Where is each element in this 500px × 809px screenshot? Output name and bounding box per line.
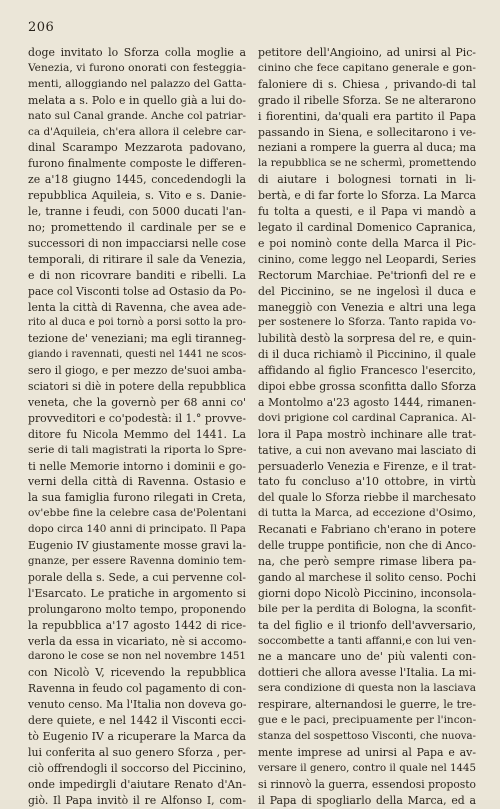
- text-line: tato fu concluso a'10 ottobre, in virtù: [258, 475, 476, 489]
- text-line: ov'ebbe fine la celebre casa de'Polentani: [28, 507, 246, 520]
- text-line: furono finalmente composte le differen-: [28, 157, 246, 171]
- text-line: gando al marchese il solito censo. Pochi: [258, 570, 476, 584]
- text-line: ta del figlio e il trionfo dell'avversario,: [258, 618, 476, 632]
- text-line: legato il cardinal Domenico Capranica,: [258, 220, 476, 234]
- text-line: di aiutare i bolognesi tornati in li-: [258, 173, 476, 187]
- text-line: versare il genero, contro il quale nel 1445: [258, 762, 476, 774]
- text-line: dinal Scarampo Mezzarota padovano,: [28, 141, 246, 155]
- text-line: lubilità destò la sorpresa del re, e quin-: [258, 332, 476, 346]
- text-line: verni della città di Ravenna. Ostasio e: [28, 475, 246, 489]
- text-line: il Papa di spogliarlo della Marca, ed a: [258, 793, 476, 807]
- text-line: del quale lo Sforza riebbe il marchesato: [258, 491, 476, 505]
- text-line: venuto censo. Ma l'Italia non doveva go-: [28, 698, 246, 712]
- text-line: temporali, di ritirare il sale da Venezia,: [28, 252, 246, 266]
- text-line: i fiorentini, da'quali era partito il Papa: [258, 109, 476, 123]
- text-line: porale della s. Sede, a cui pervenne col-: [28, 570, 246, 584]
- text-line: ciò offrendogli il soccorso del Piccinino,: [28, 761, 246, 775]
- text-line: successori di non impacciarsi nelle cose: [28, 236, 246, 250]
- text-line: ze a'18 giugno 1445, concedendogli la: [28, 173, 246, 187]
- text-line: nato sul Canal grande. Anche col patriar-: [28, 109, 246, 122]
- text-line: passando in Siena, e sollecitarono i ve-: [258, 125, 476, 139]
- text-column-right: [258, 45, 476, 809]
- text-line: gnanze, per essere Ravenna dominio tem-: [28, 556, 246, 567]
- text-line: Recanati e Fabriano ch'erano in potere: [258, 523, 476, 537]
- text-line: ti nelle Memorie intorno i dominii e go-: [28, 459, 246, 473]
- text-line: la repubblica a'17 agosto 1442 di rice-: [28, 618, 246, 632]
- text-line: dipoi ebbe grossa sconfitta dallo Sforza: [258, 380, 476, 394]
- text-line: menti, alloggiando nel palazzo del Gatta-: [28, 77, 246, 90]
- text-line: petitore dell'Angioino, ad unirsi al Pic-: [258, 46, 476, 59]
- text-line: dere quiete, e nel 1442 il Visconti ecci-: [28, 714, 246, 728]
- text-line: cinino che fece capitano generale e gon-: [258, 61, 476, 74]
- text-line: soccombette a tanti affanni,e con lui ven-: [258, 634, 476, 647]
- text-line: di il duca richiamò il Piccinino, il quale: [258, 348, 476, 362]
- text-line: ca d'Aquileia, ch'era allora il celebre car-: [28, 125, 246, 138]
- text-line: stanza del sospettoso Visconti, che nuova-: [258, 730, 476, 742]
- text-line: maneggiò con Venezia e altri una lega: [258, 300, 476, 314]
- text-line: tò Eugenio IV a ricuperare la Marca da: [28, 729, 246, 743]
- text-line: doge invitato lo Sforza colla moglie a: [28, 46, 246, 59]
- text-line: le, tranne i feudi, con 5000 ducati l'an-: [28, 205, 246, 219]
- text-line: giorni dopo Nicolò Piccinino, inconsola-: [258, 586, 476, 600]
- text-column-left: [28, 45, 246, 809]
- page-number: 206: [28, 20, 55, 35]
- text-line: provveditori e co'podestà: il 1.° provve-: [28, 411, 246, 425]
- text-line: Rectorum Marchiae. Pe'trionfi del re e: [258, 268, 476, 282]
- text-line: pace col Visconti tolse ad Ostasio da Po-: [28, 284, 246, 298]
- text-line: no; promettendo il cardinale per se e: [28, 220, 246, 234]
- text-line: di tutta la Marca, ad eccezione d'Osimo,: [258, 507, 476, 520]
- text-line: si rinnovò la guerra, essendosi proposto: [258, 777, 476, 791]
- text-line: lora il Papa mostrò inchinare alle trat-: [258, 427, 476, 441]
- text-line: ne a mancare uno de' più valenti con-: [258, 650, 476, 664]
- text-line: grado il ribelle Sforza. Se ne alterarono: [258, 93, 476, 107]
- text-line: del Piccinino, se ne ingelosì il duca e: [258, 284, 476, 298]
- text-line: melata a s. Polo e in quello già a lui do-: [28, 93, 246, 107]
- text-line: bile per la perdita di Bologna, la sconfit-: [258, 602, 476, 615]
- text-line: serie di tali magistrati la riporta lo Spre-: [28, 443, 246, 456]
- text-line: giando i ravennati, questi nel 1441 ne scos-: [28, 349, 246, 361]
- text-line: sero il giogo, e per mezzo de'suoi amba-: [28, 364, 246, 378]
- text-line: la sua famiglia furono rilegati in Creta,: [28, 491, 246, 505]
- text-line: dopo circa 140 anni di principato. Il Papa: [28, 523, 246, 536]
- text-line: respirare, alternandosi le guerre, le tre-: [258, 698, 476, 712]
- text-line: cinino, come leggo nel Leopardi, Series: [258, 252, 476, 266]
- text-line: faloniere di s. Chiesa , privando-di tal: [258, 77, 476, 91]
- text-line: ditore fu Nicola Memmo del 1441. La: [28, 427, 246, 441]
- text-line: delle truppe pontificie, non che di Anco-: [258, 539, 476, 553]
- text-line: mente imprese ad unirsi al Papa e av-: [258, 745, 476, 759]
- text-line: sera condizione di questa non la lasciava: [258, 682, 476, 695]
- text-line: onde impedirgli d'aiutare Renato d'An-: [28, 777, 246, 791]
- text-line: affidando al figlio Francesco l'esercito,: [258, 364, 476, 378]
- text-line: lenta la città di Ravenna, che avea ade-: [28, 300, 246, 314]
- text-line: e di non ricovrare banditi e ribelli. La: [28, 268, 246, 282]
- text-line: prolungarono molto tempo, proponendo: [28, 602, 246, 616]
- text-line: l'Esarcato. Le pratiche in argomento si: [28, 586, 246, 600]
- text-line: e poi nominò conte della Marca il Pic-: [258, 236, 476, 250]
- text-line: repubblica Aquileia, s. Vito e s. Danie-: [28, 189, 246, 203]
- text-line: giò. Il Papa invitò il re Alfonso I, com-: [28, 793, 246, 807]
- text-line: lui conferita al suo genero Sforza , per-: [28, 745, 246, 759]
- text-line: rito al duca e poi tornò a porsi sotto la pro-: [28, 317, 246, 329]
- text-line: bertà, e di far forte lo Sforza. La Marca: [258, 189, 476, 203]
- text-line: con Nicolò V, ricevendo la repubblica: [28, 666, 246, 680]
- text-line: na, che però sempre rimase libera pa-: [258, 555, 476, 568]
- text-line: tezione de' veneziani; ma egli tiranneg-: [28, 332, 246, 346]
- text-line: Eugenio IV giustamente mosse gravi la-: [28, 539, 246, 553]
- text-line: veneta, che la governò per 68 anni co': [28, 395, 246, 409]
- text-line: dottieri che allora avesse l'Italia. La mi-: [258, 666, 476, 680]
- text-line: dovi prigione col cardinal Capranica. Al-: [258, 411, 476, 424]
- text-line: a Montolmo a'23 agosto 1444, rimanen-: [258, 395, 476, 409]
- text-line: tative, a cui non avevano mai lasciato di: [258, 443, 476, 457]
- text-line: la repubblica se ne schermì, promettendo: [258, 157, 476, 170]
- text-line: Ravenna in feudo col pagamento di con-: [28, 682, 246, 696]
- text-line: neziani a rompere la guerra al duca; ma: [258, 141, 476, 155]
- text-line: gue e le paci, precipuamente per l'incon-: [258, 714, 476, 727]
- text-line: verla da essa in vicariato, nè si accomo-: [28, 634, 246, 648]
- text-line: persuaderlo Venezia e Firenze, e il trat-: [258, 459, 476, 473]
- text-line: darono le cose se non nel novembre 1451: [28, 650, 246, 663]
- text-line: fu tolta a questi, e il Papa vi mandò a: [258, 205, 476, 219]
- text-line: per sostenere lo Sforza. Tanto rapida vo-: [258, 316, 476, 329]
- text-line: Venezia, vi furono onorati con festeggia-: [28, 61, 246, 74]
- text-line: sciatori si diè in potere della repubblica: [28, 380, 246, 394]
